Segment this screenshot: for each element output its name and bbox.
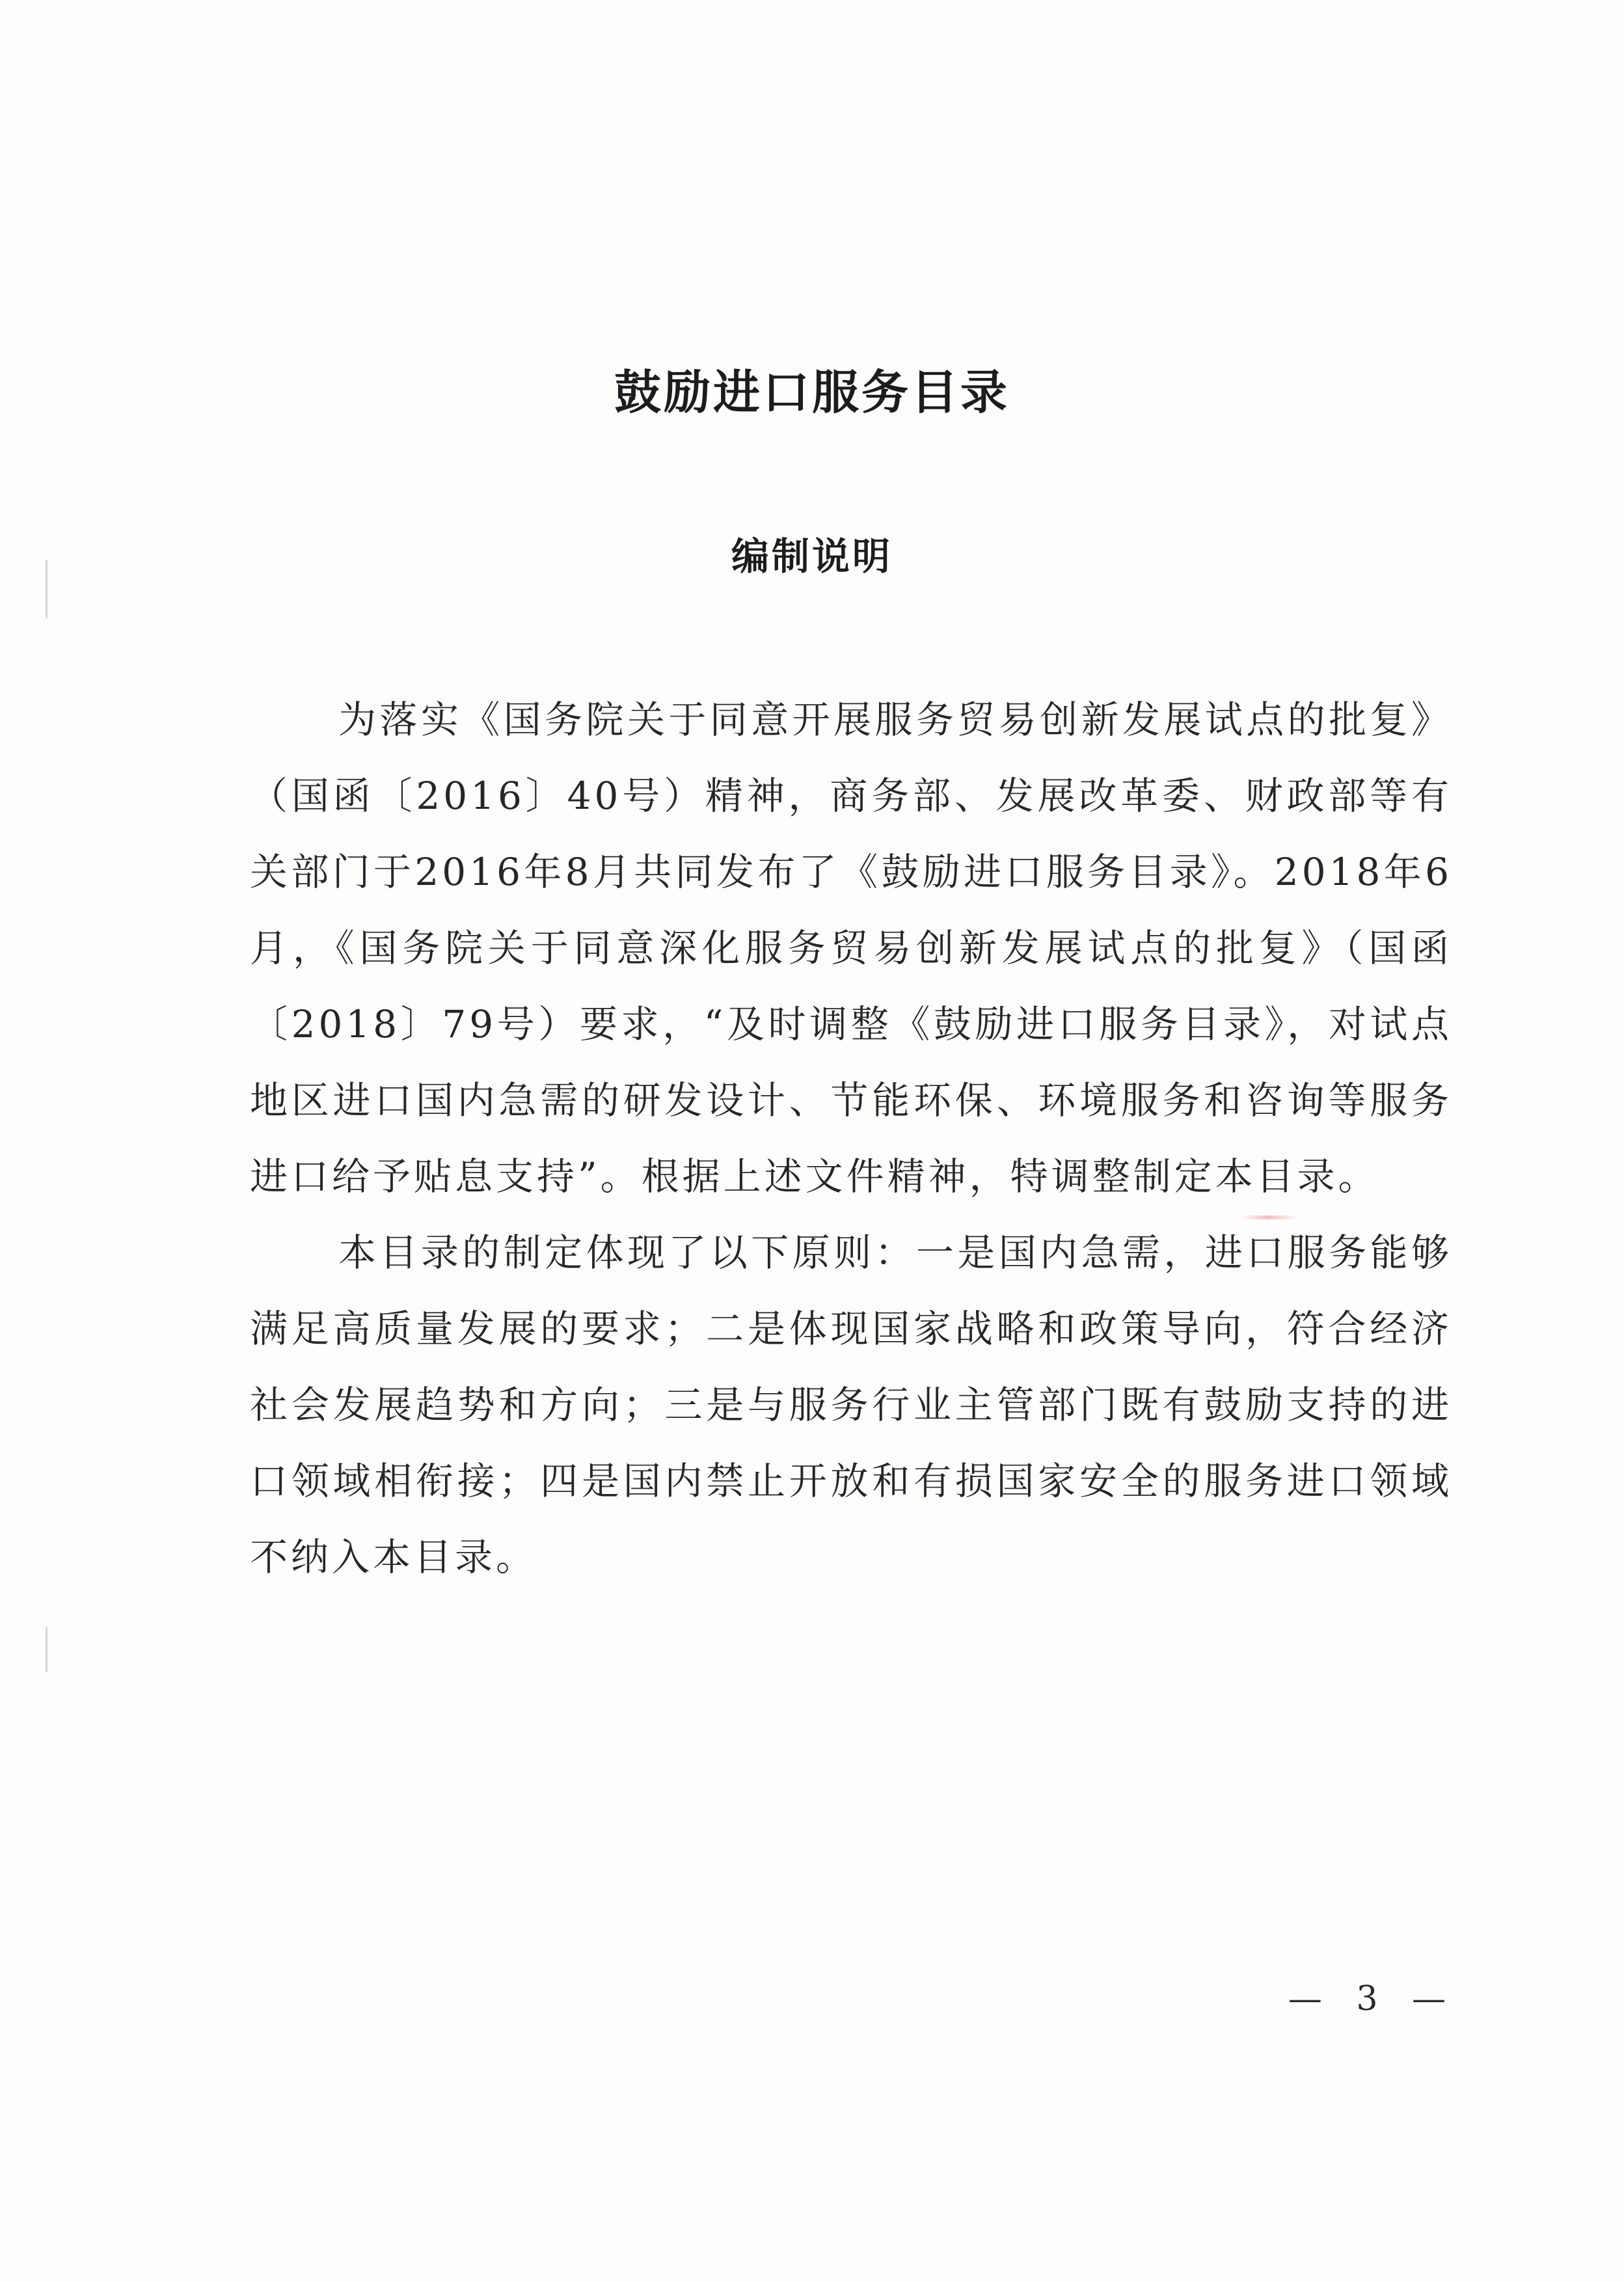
paragraph: 本目录的制定体现了以下原则：一是国内急需，进口服务能够满足高质量发展的要求；二是体现国家战略和政策导向，符合经济社会发展趋势和方向；三是与服务行业主管部门既有鼓励支持的进口领域相衔接；四是国内禁止开放和有损国家安全的服务进口领域不纳入本目录。 (250, 1230, 1452, 1579)
stamp-trace (1239, 1216, 1298, 1219)
document-body (250, 682, 1452, 1596)
paragraph: 为落实《国务院关于同意开展服务贸易创新发展试点的批复》（国函〔2016〕40号）精神，商务部、发展改革委、财政部等有关部门于2016年8月共同发布了《鼓励进口服务目录》。2018年6月，《国务院关于同意深化服务贸易创新发展试点的批复》（国函〔2018〕79号）要求，“及时调整《鼓励进口服务目录》，对试点地区进口国内急需的研发设计、节能环保、环境服务和咨询等服务进口给予贴息支持”。根据上述文件精神，特调整制定本目录。 (250, 698, 1452, 1199)
page-number: — 3 — (1288, 1979, 1458, 2018)
document-title: 鼓励进口服务目录 (614, 364, 1010, 420)
section-heading: 编制说明 (731, 534, 893, 578)
scan-edge-mark (46, 1627, 47, 1672)
